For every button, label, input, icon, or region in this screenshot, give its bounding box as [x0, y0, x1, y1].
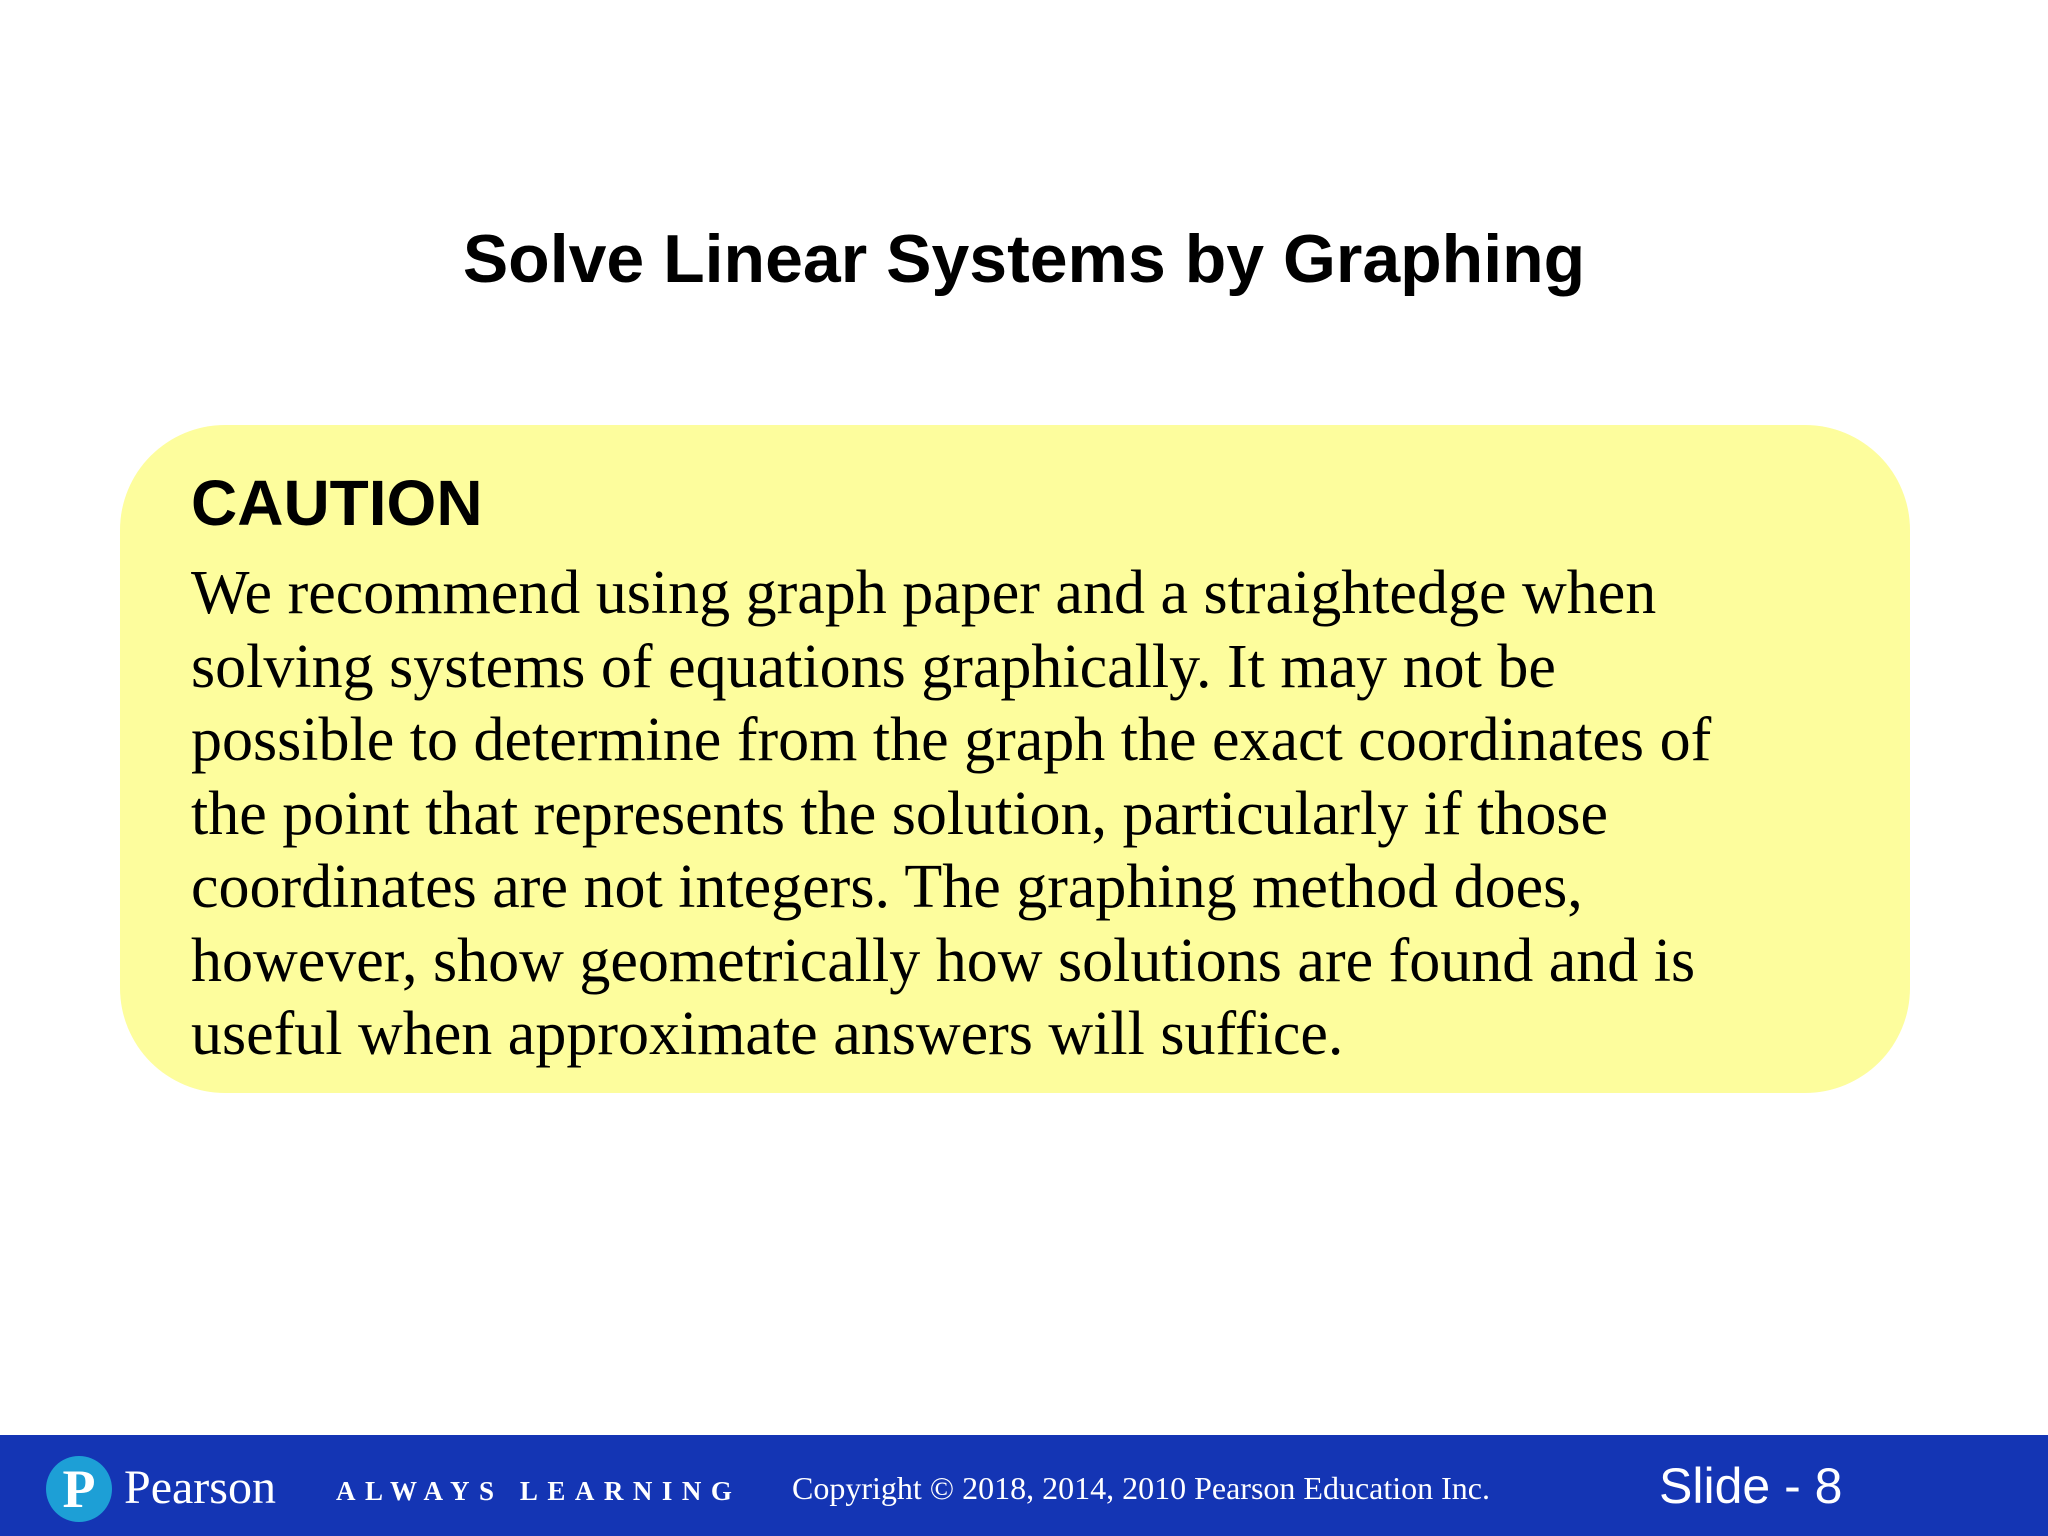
footer-copyright: Copyright © 2018, 2014, 2010 Pearson Education Inc. — [792, 1470, 1490, 1506]
caution-line: solving systems of equations graphically. It may not be — [191, 632, 1556, 701]
caution-heading: CAUTION — [191, 467, 483, 539]
caution-line: coordinates are not integers. The graphing method does, — [191, 853, 1583, 921]
caution-line: the point that represents the solution, particularly if those — [191, 779, 1609, 848]
caution-line: useful when approximate answers will suffice. — [191, 1000, 1344, 1068]
caution-line: possible to determine from the graph the exact coordinates of — [191, 706, 1712, 774]
slide-number: Slide - 8 — [1659, 1458, 1843, 1514]
caution-line: however, show geometrically how solutions are found and is — [191, 926, 1696, 995]
pearson-logo-icon: P — [46, 1456, 112, 1522]
slide-title: Solve Linear Systems by Graphing — [462, 221, 1586, 297]
caution-body — [191, 557, 1891, 1072]
footer-tagline: ALWAYS LEARNING — [336, 1476, 742, 1506]
pearson-logo-text: Pearson — [124, 1461, 276, 1514]
caution-line: We recommend using graph paper and a straightedge when — [191, 559, 1657, 627]
